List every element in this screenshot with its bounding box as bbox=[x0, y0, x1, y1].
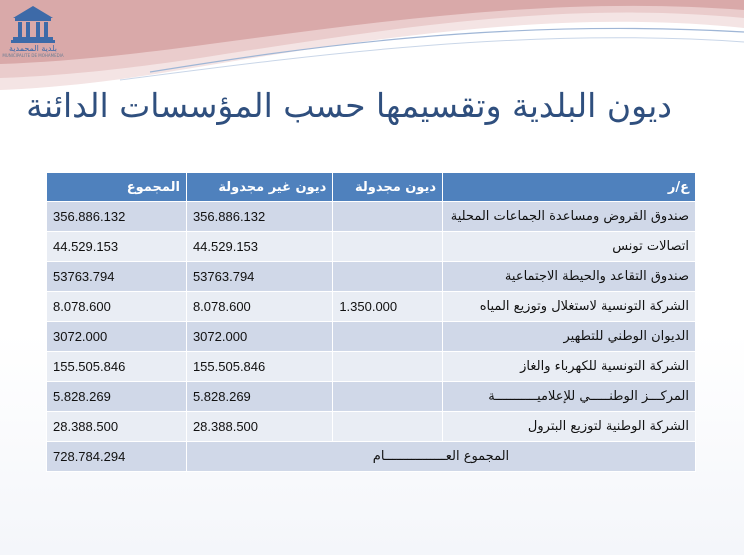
scheduled-debt bbox=[333, 232, 443, 262]
scheduled-debt bbox=[333, 412, 443, 442]
row-total: 3072.000 bbox=[47, 322, 187, 352]
unscheduled-debt: 8.078.600 bbox=[186, 292, 332, 322]
debt-table bbox=[46, 172, 696, 472]
header-total: المجموع bbox=[47, 173, 187, 202]
grand-total-value: 728.784.294 bbox=[47, 442, 187, 472]
table-row bbox=[47, 322, 696, 352]
row-total: 155.505.846 bbox=[47, 352, 187, 382]
scheduled-debt bbox=[333, 382, 443, 412]
table-row bbox=[47, 292, 696, 322]
table-row bbox=[47, 412, 696, 442]
table-row bbox=[47, 382, 696, 412]
table-row bbox=[47, 202, 696, 232]
unscheduled-debt: 28.388.500 bbox=[186, 412, 332, 442]
creditor-name: الشركة الوطنية لتوزيع البترول bbox=[443, 412, 696, 442]
creditor-name: صندوق القروض ومساعدة الجماعات المحلية bbox=[443, 202, 696, 232]
table-row bbox=[47, 262, 696, 292]
table-row bbox=[47, 232, 696, 262]
grand-total-label: المجموع العــــــــــــــــام bbox=[186, 442, 695, 472]
header-creditor: ع/ر bbox=[443, 173, 696, 202]
scheduled-debt bbox=[333, 352, 443, 382]
row-total: 44.529.153 bbox=[47, 232, 187, 262]
row-total: 5.828.269 bbox=[47, 382, 187, 412]
creditor-name: المركـــز الوطنـــــي للإعلاميـــــــــــة bbox=[443, 382, 696, 412]
creditor-name: اتصالات تونس bbox=[443, 232, 696, 262]
scheduled-debt bbox=[333, 262, 443, 292]
municipality-logo bbox=[2, 4, 64, 70]
unscheduled-debt: 155.505.846 bbox=[186, 352, 332, 382]
logo-subtext: MUNICIPALITE DE MOHAMEDIA bbox=[2, 53, 64, 58]
unscheduled-debt: 356.886.132 bbox=[186, 202, 332, 232]
header-unscheduled: ديون غير مجدولة bbox=[186, 173, 332, 202]
header-scheduled: ديون مجدولة bbox=[333, 173, 443, 202]
creditor-name: الديوان الوطني للتطهير bbox=[443, 322, 696, 352]
unscheduled-debt: 5.828.269 bbox=[186, 382, 332, 412]
scheduled-debt bbox=[333, 322, 443, 352]
creditor-name: الشركة التونسية للكهرباء والغاز bbox=[443, 352, 696, 382]
table-row bbox=[47, 352, 696, 382]
row-total: 53763.794 bbox=[47, 262, 187, 292]
row-total: 28.388.500 bbox=[47, 412, 187, 442]
unscheduled-debt: 53763.794 bbox=[186, 262, 332, 292]
scheduled-debt: 1.350.000 bbox=[333, 292, 443, 322]
unscheduled-debt: 44.529.153 bbox=[186, 232, 332, 262]
unscheduled-debt: 3072.000 bbox=[186, 322, 332, 352]
page-title: ديون البلدية وتقسيمها حسب المؤسسات الدائنة bbox=[26, 86, 672, 125]
row-total: 8.078.600 bbox=[47, 292, 187, 322]
total-row bbox=[47, 442, 696, 472]
scheduled-debt bbox=[333, 202, 443, 232]
table-header-row bbox=[47, 173, 696, 202]
logo-text: بلدية المحمدية bbox=[9, 44, 57, 53]
creditor-name: صندوق التقاعد والحيطة الاجتماعية bbox=[443, 262, 696, 292]
town-hall-icon bbox=[10, 4, 56, 44]
creditor-name: الشركة التونسية لاستغلال وتوزيع المياه bbox=[443, 292, 696, 322]
row-total: 356.886.132 bbox=[47, 202, 187, 232]
